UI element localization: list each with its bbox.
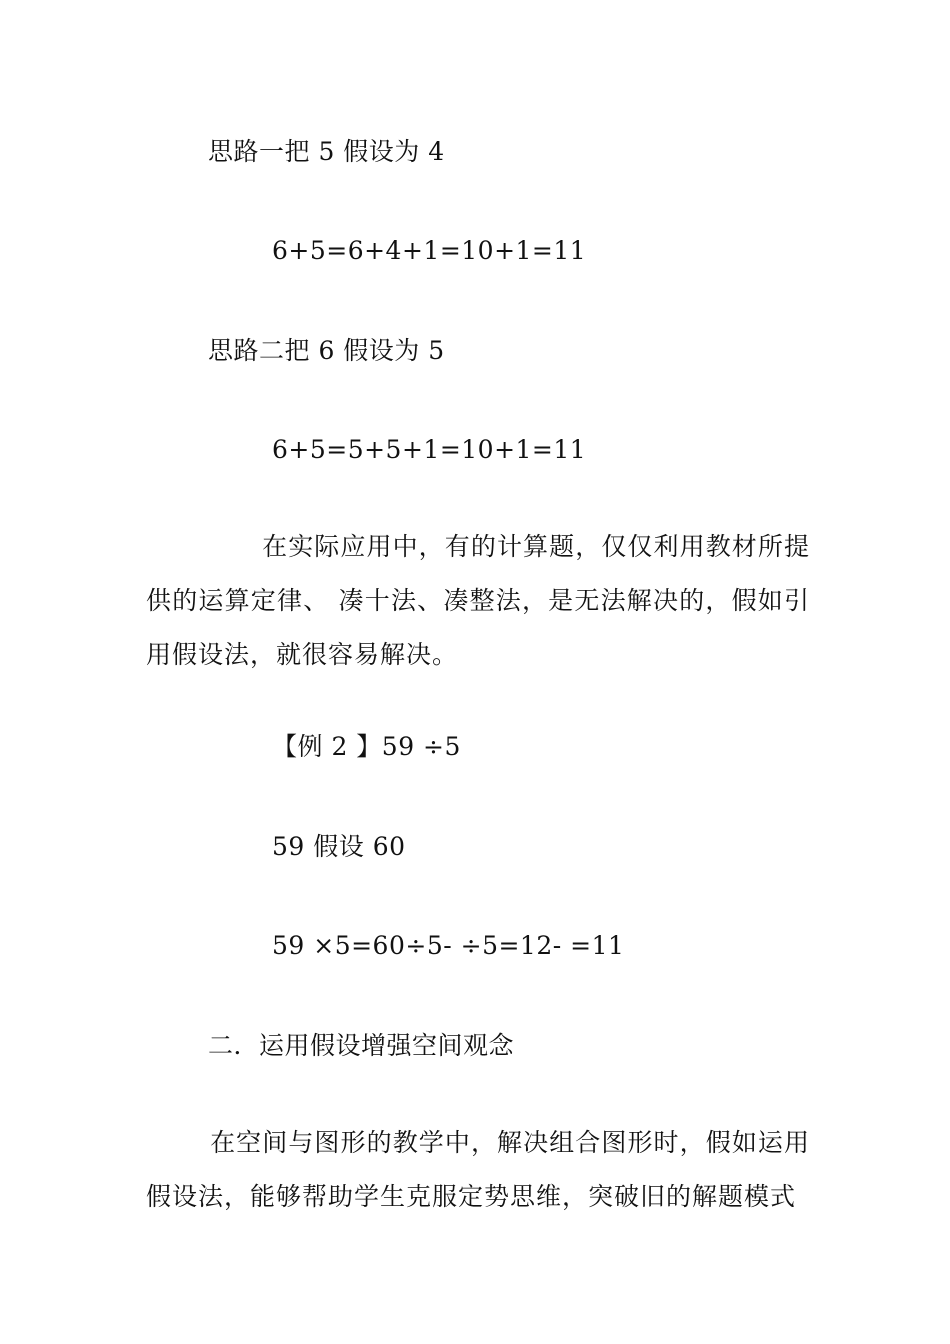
idea2-formula: 6+5=5+5+1=10+1=11	[272, 435, 587, 464]
paragraph-practical-application	[146, 520, 810, 682]
paragraph-spatial-concept	[146, 1116, 810, 1224]
example2-assume: 59 假设 60	[272, 832, 406, 861]
idea1-heading: 思路一把 5 假设为 4	[208, 137, 445, 166]
paragraph-practical-application-text: 在实际应用中，有的计算题，仅仅利用教材所提供的运算定律、 凑十法、凑整法，是无法解决的，假如引用假设法，就很容易解决。	[146, 532, 810, 669]
example2-formula: 59 ×5=60÷5- ÷5=12- =11	[272, 931, 625, 960]
paragraph-spatial-concept-text: 在空间与图形的教学中，解决组合图形时，假如运用假设法，能够帮助学生克服定势思维，突破旧的解题模式	[146, 1128, 810, 1211]
example2-label: 【例 2 】59 ÷5	[272, 732, 461, 761]
section2-heading: 二．运用假设增强空间观念	[208, 1031, 515, 1060]
idea2-heading: 思路二把 6 假设为 5	[208, 336, 445, 365]
idea1-formula: 6+5=6+4+1=10+1=11	[272, 236, 587, 265]
